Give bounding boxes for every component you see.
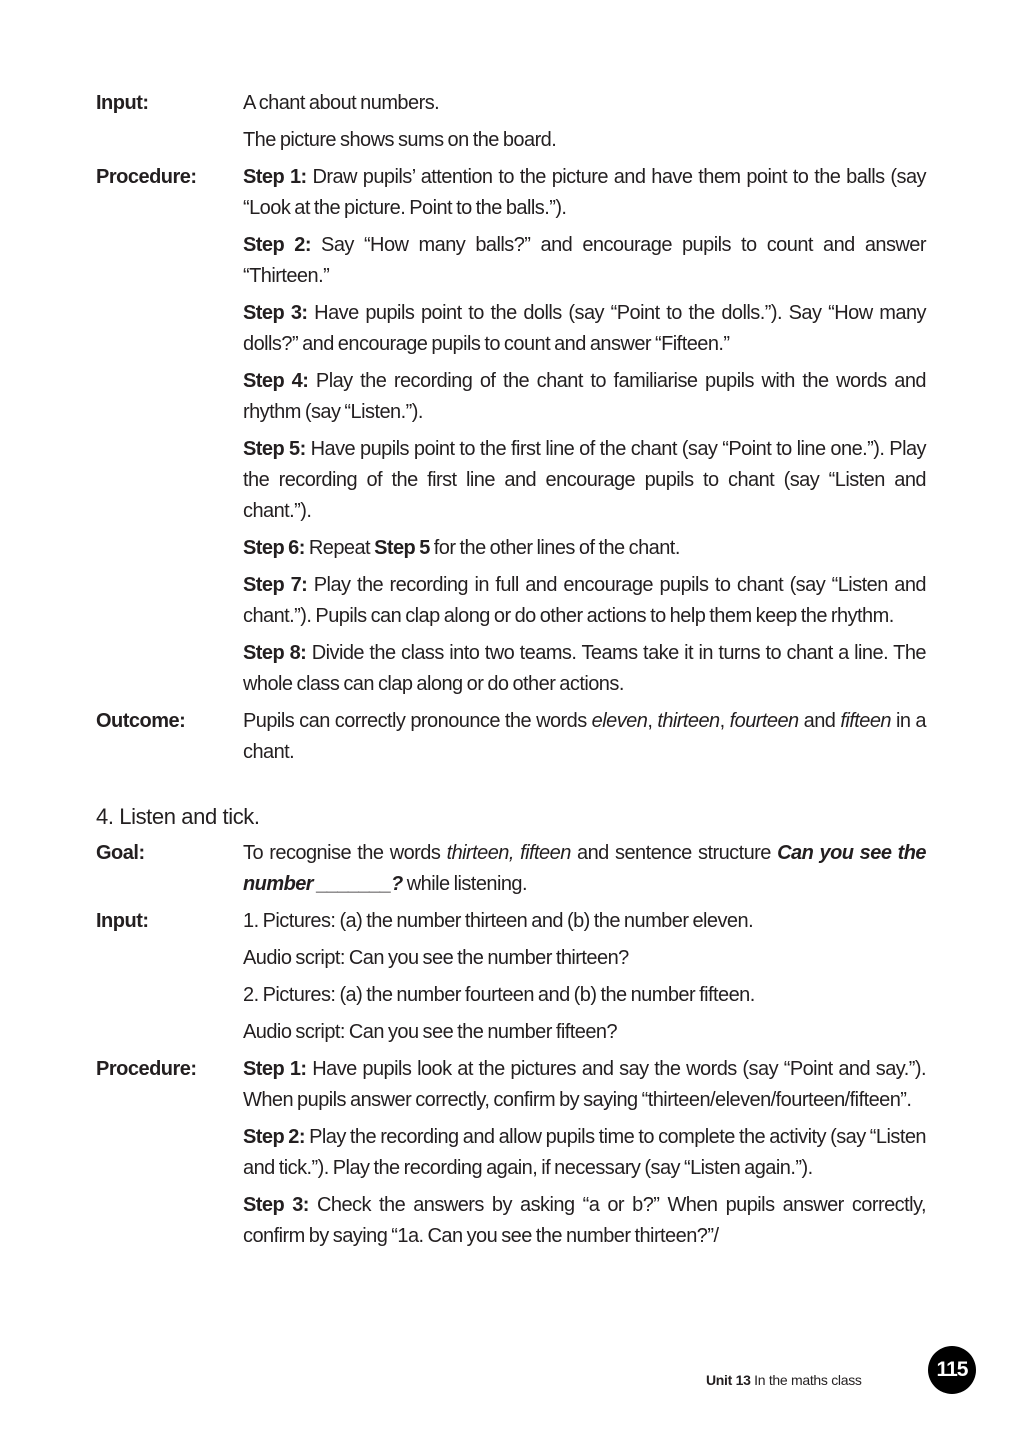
step [243, 434, 926, 527]
procedure-label: Procedure: [96, 166, 197, 188]
goal-text [243, 838, 926, 900]
text: , [647, 710, 658, 732]
input-line: A chant about numbers. [243, 92, 440, 114]
text: and sentence structure [570, 842, 778, 864]
sentence-structure: Can you see the number _______? [243, 842, 926, 895]
step [243, 570, 926, 632]
step-label: Step 5: [243, 438, 306, 460]
input-line: Audio script: Can you see the number fifteen? [243, 1021, 618, 1043]
step-text: Play the recording in full and encourage pupils to chant (say “Listen and chant.”). Pupils can clap along or do other actions to help them keep the rhythm. [243, 574, 926, 627]
outcome-row [96, 706, 926, 774]
text: Pupils can correctly pronounce the words [243, 710, 592, 732]
text: To recognise the words [243, 842, 447, 864]
step [243, 230, 926, 292]
step-text: Have pupils point to the first line of the chant (say “Point to line one.”). Play the recording of the first line and encourage pupils to chant (say “Listen and chant.”). [243, 438, 926, 522]
input-line: Audio script: Can you see the number thirteen? [243, 947, 629, 969]
step-label: Step 7: [243, 574, 308, 596]
step [243, 1122, 926, 1184]
step [243, 533, 926, 564]
step-text: Have pupils look at the pictures and say the words (say “Point and say.”). When pupils answer correctly, confirm by saying “thirteen/eleven/fourteen/fifteen”. [243, 1058, 926, 1111]
step-text: Check the answers by asking “a or b?” When pupils answer correctly, confirm by saying “1a. Can you see the number thirteen?”/ [243, 1194, 926, 1247]
step [243, 366, 926, 428]
text: , [719, 710, 730, 732]
step-label: Step 3: [243, 1194, 309, 1216]
document-page [96, 88, 926, 1258]
text: while listening. [402, 873, 528, 895]
step-text: Divide the class into two teams. Teams take it in turns to chant a line. The whole class can clap along or do other actions. [243, 642, 926, 695]
procedure-row [96, 1054, 926, 1258]
word: fourteen [729, 710, 799, 732]
step-label: Step 2: [243, 234, 311, 256]
step [243, 1190, 926, 1252]
step [243, 162, 926, 224]
step-label: Step 4: [243, 370, 309, 392]
step [243, 1054, 926, 1116]
word: thirteen [657, 710, 720, 732]
page-number-badge: 115 [928, 1346, 976, 1394]
outcome-text [243, 706, 926, 768]
step-text: Repeat [304, 537, 375, 559]
words: thirteen, fifteen [446, 842, 571, 864]
step-text: Draw pupils’ attention to the picture and have them point to the balls (say “Look at the picture. Point to the balls.”). [243, 166, 926, 219]
input-line: 1. Pictures: (a) the number thirteen and (b) the number eleven. [243, 910, 754, 932]
input-label: Input: [96, 92, 149, 114]
step-label: Step 1: [243, 1058, 307, 1080]
step-label: Step 8: [243, 642, 307, 664]
word: eleven [591, 710, 648, 732]
unit-title: In the maths class [750, 1372, 862, 1388]
input-line: 2. Pictures: (a) the number fourteen and (b) the number fifteen. [243, 984, 755, 1006]
step-text: Have pupils point to the dolls (say “Point to the dolls.”). Say “How many dolls?” and encourage pupils to count and answer “Fifteen.” [243, 302, 926, 355]
section-heading: 4. Listen and tick. [96, 804, 260, 829]
input-label: Input: [96, 910, 149, 932]
procedure-label: Procedure: [96, 1058, 197, 1080]
input-line: The picture shows sums on the board. [243, 129, 557, 151]
input-row [96, 906, 926, 1054]
step-text: Say “How many balls?” and encourage pupils to count and answer “Thirteen.” [243, 234, 926, 287]
procedure-row [96, 162, 926, 706]
step-label: Step 1: [243, 166, 307, 188]
text: in a chant. [243, 710, 927, 763]
input-row [96, 88, 926, 162]
step-label: Step 2: [243, 1126, 305, 1148]
step-text: Play the recording of the chant to familiarise pupils with the words and rhythm (say “Listen.”). [243, 370, 926, 423]
step-label: Step 6: [243, 537, 305, 559]
step-label: Step 3: [243, 302, 308, 324]
text: and [798, 710, 841, 732]
step [243, 298, 926, 360]
word: fifteen [840, 710, 891, 732]
running-footer [706, 1372, 862, 1388]
step-text: Play the recording and allow pupils time to complete the activity (say “Listen and tick.”). Play the recording again, if necessary (say “Listen again.”). [243, 1126, 926, 1179]
goal-label: Goal: [96, 842, 145, 864]
unit-label: Unit 13 [706, 1372, 751, 1388]
goal-row [96, 838, 926, 906]
outcome-label: Outcome: [96, 710, 186, 732]
step-reference: Step 5 [374, 537, 430, 559]
step [243, 638, 926, 700]
step-text: for the other lines of the chant. [429, 537, 680, 559]
